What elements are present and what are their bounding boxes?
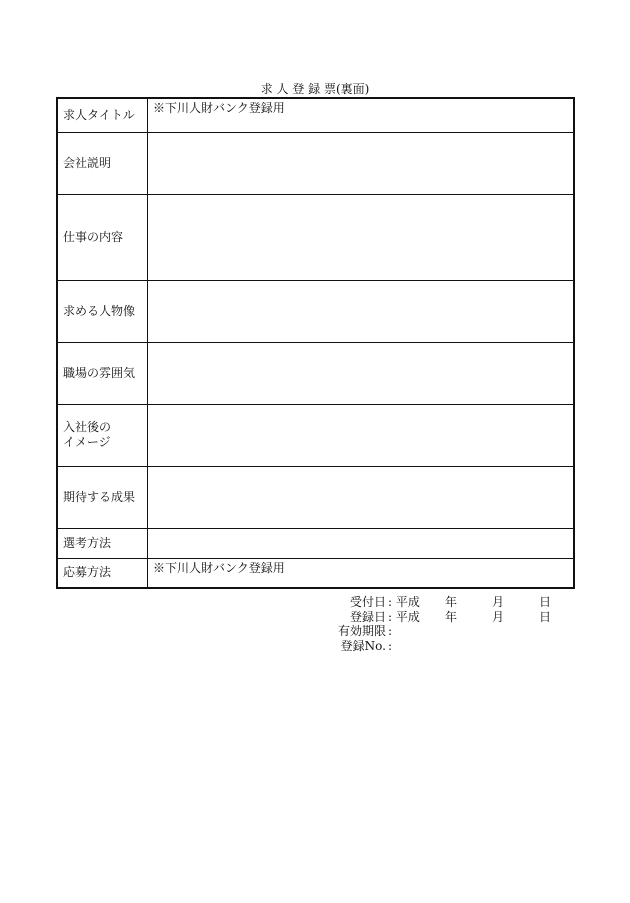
label-desired-person: 求める人物像 xyxy=(57,280,148,342)
row-company-description xyxy=(57,132,574,194)
registered-day-unit: 日 xyxy=(539,609,552,624)
field-job-content[interactable] xyxy=(148,194,575,280)
received-date-era: : 平成 xyxy=(388,595,420,609)
field-selection-method[interactable] xyxy=(148,528,575,558)
row-workplace-atmosphere xyxy=(57,342,574,404)
received-date-label: 受付日 xyxy=(349,595,386,609)
registration-footer xyxy=(316,595,576,653)
registration-number-row xyxy=(316,639,576,654)
registered-date-label: 登録日 xyxy=(349,609,386,624)
label-job-title: 求人タイトル xyxy=(57,98,148,132)
label-application-method: 応募方法 xyxy=(57,558,148,588)
registered-year-unit: 年 xyxy=(445,609,458,624)
expiry-label: 有効期限 xyxy=(337,624,386,638)
field-desired-person[interactable] xyxy=(148,280,575,342)
row-expected-results xyxy=(57,466,574,528)
expiry-colon: : xyxy=(388,624,393,638)
label-expected-results: 期待する成果 xyxy=(57,466,148,528)
label-after-joining-image: 入社後の イメージ xyxy=(57,404,148,466)
registration-number-label: 登録No. xyxy=(340,638,386,653)
row-application-method xyxy=(57,558,574,588)
row-selection-method xyxy=(57,528,574,558)
label-workplace-atmosphere: 職場の雰囲気 xyxy=(57,342,148,404)
received-date-row xyxy=(316,595,576,610)
row-job-title xyxy=(57,98,574,132)
expiry-row xyxy=(316,624,576,639)
label-job-content: 仕事の内容 xyxy=(57,194,148,280)
row-desired-person xyxy=(57,280,574,342)
field-workplace-atmosphere[interactable] xyxy=(148,342,575,404)
job-registration-form xyxy=(56,97,575,589)
registered-date-era: : 平成 xyxy=(388,609,420,624)
field-after-joining-image[interactable] xyxy=(148,404,575,466)
registration-number-colon: : xyxy=(388,638,393,653)
field-company-description[interactable] xyxy=(148,132,575,194)
row-job-content xyxy=(57,194,574,280)
field-expected-results[interactable] xyxy=(148,466,575,528)
document-title: 求 人 登 録 票(裏面) xyxy=(260,82,370,96)
label-selection-method: 選考方法 xyxy=(57,528,148,558)
registered-date-row xyxy=(316,610,576,625)
field-application-method[interactable]: ※下川人財バンク登録用 xyxy=(148,558,575,588)
received-day-unit: 日 xyxy=(539,595,552,609)
row-after-joining-image xyxy=(57,404,574,466)
label-company-description: 会社説明 xyxy=(57,132,148,194)
registered-month-unit: 月 xyxy=(492,609,505,624)
field-job-title[interactable]: ※下川人財バンク登録用 xyxy=(148,98,575,132)
received-month-unit: 月 xyxy=(492,595,505,609)
received-year-unit: 年 xyxy=(445,595,458,609)
